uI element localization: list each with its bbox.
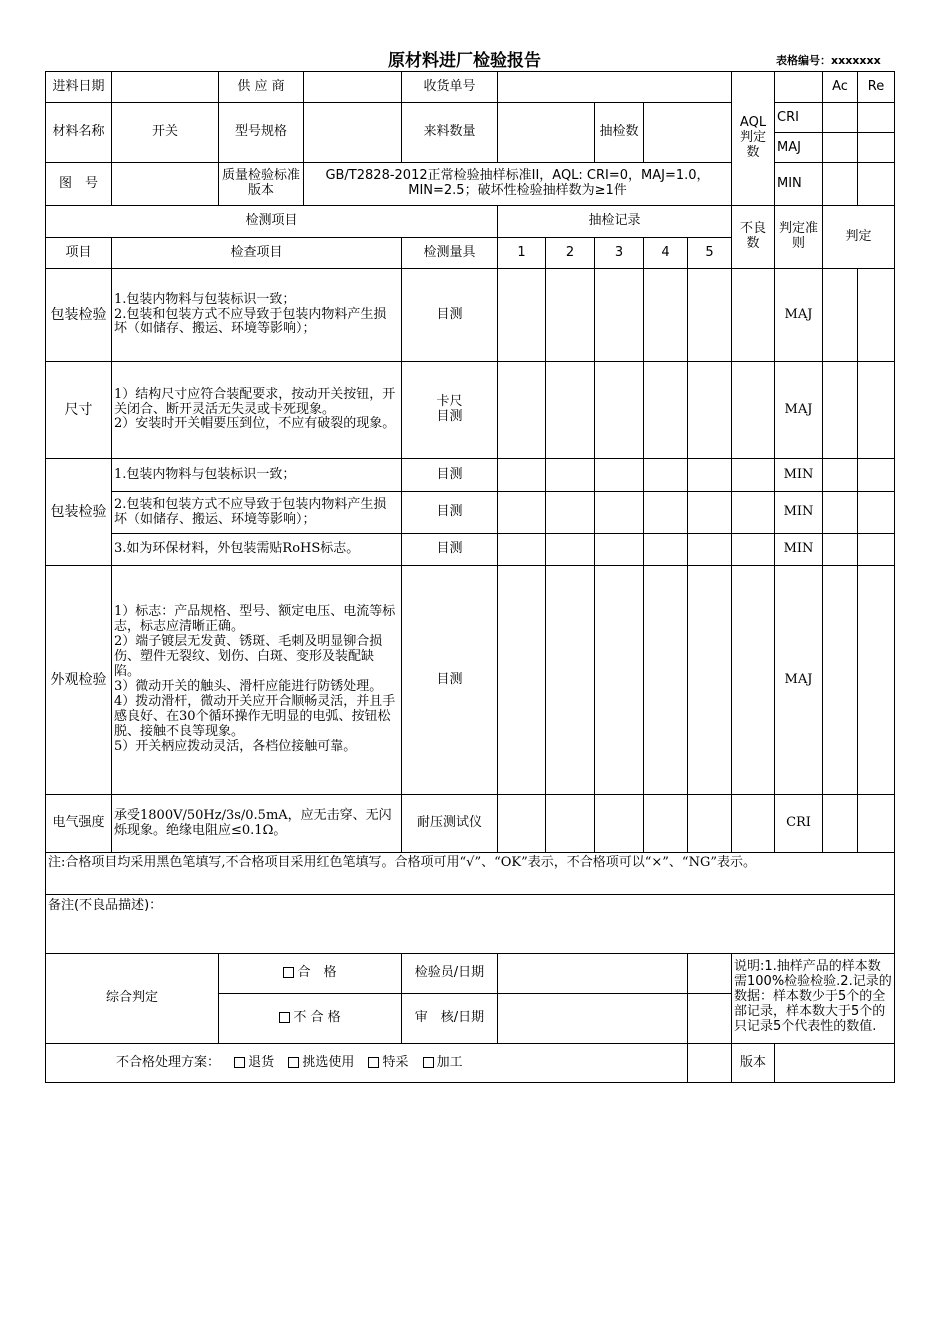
- row-criterion: MIN: [775, 459, 823, 492]
- sample-cell[interactable]: [644, 362, 688, 459]
- reviewer-value[interactable]: [498, 994, 688, 1044]
- row-gauge: 耐压测试仪: [402, 795, 498, 853]
- sample-cell[interactable]: [595, 795, 644, 853]
- defects-cell[interactable]: [732, 269, 775, 362]
- sample-cell[interactable]: [688, 269, 732, 362]
- sample-cell[interactable]: [688, 795, 732, 853]
- sample-3-header: 3: [595, 238, 644, 269]
- sample-cell[interactable]: [688, 534, 732, 566]
- supplier-label: 供 应 商: [219, 72, 304, 103]
- sample-cell[interactable]: [595, 269, 644, 362]
- sample-cell[interactable]: [688, 492, 732, 534]
- sample-5-header: 5: [688, 238, 732, 269]
- sample-cell[interactable]: [644, 795, 688, 853]
- final-label: 综合判定: [46, 954, 219, 1044]
- table-row: [46, 492, 895, 534]
- receipt-value[interactable]: [498, 72, 732, 103]
- disposal-row: [46, 1044, 688, 1083]
- model-label: 型号规格: [219, 103, 304, 163]
- sample-cell[interactable]: [546, 362, 595, 459]
- inspection-items-header: 检测项目: [46, 206, 498, 238]
- disposal-label: 不合格处理方案：: [116, 1054, 221, 1070]
- row-item: 包装检验: [46, 459, 112, 566]
- row-check: 承受1800V/50Hz/3s/0.5mA，应无击穿、无闪烁现象。绝缘电阻应≤0.1Ω。: [112, 795, 402, 853]
- sample-4-header: 4: [644, 238, 688, 269]
- sample-cell[interactable]: [644, 492, 688, 534]
- defects-cell[interactable]: [732, 492, 775, 534]
- incoming-qty-label: 来料数量: [402, 103, 498, 163]
- model-value[interactable]: [304, 103, 402, 163]
- row-gauge: 目测: [402, 492, 498, 534]
- sample-cell[interactable]: [595, 534, 644, 566]
- re-cri-maj[interactable]: [858, 103, 895, 163]
- remarks-field[interactable]: [46, 895, 895, 954]
- fail-option[interactable]: 不 合 格: [219, 994, 402, 1044]
- cri-maj-cell: [775, 103, 823, 163]
- judgement-cell[interactable]: [823, 492, 858, 534]
- sample-cell[interactable]: [498, 534, 546, 566]
- inspection-sheet: [45, 71, 895, 1083]
- version-value[interactable]: [775, 1044, 895, 1083]
- explain-text: 说明:1.抽样产品的样本数需100%检验检验.2.记录的数据：样本数少于5个的全部记录，样本数大于5个的只记录5个代表性的数值.: [732, 954, 895, 1044]
- form-number: 表格编号：xxxxxxx: [776, 54, 881, 67]
- sample-cell[interactable]: [546, 795, 595, 853]
- gauge-header: 检测量具: [402, 238, 498, 269]
- sample-cell[interactable]: [498, 459, 546, 492]
- defects-cell[interactable]: [732, 534, 775, 566]
- option-return[interactable]: 退货: [234, 1056, 274, 1071]
- table-row: [46, 362, 895, 459]
- criterion-header: 判定准则: [775, 206, 823, 269]
- judgement-cell[interactable]: [858, 492, 895, 534]
- row-item: 包装检验: [46, 269, 112, 362]
- date-label: 进料日期: [46, 72, 112, 103]
- defects-cell[interactable]: [732, 459, 775, 492]
- sample-1-header: 1: [498, 238, 546, 269]
- drawing-value[interactable]: [112, 163, 219, 206]
- defects-cell[interactable]: [732, 566, 775, 795]
- defects-cell[interactable]: [732, 795, 775, 853]
- row-criterion: MAJ: [775, 269, 823, 362]
- judgement-cell[interactable]: [858, 362, 895, 459]
- sample-cell[interactable]: [595, 459, 644, 492]
- table-row: [46, 459, 895, 492]
- row-check: 1.包装内物料与包装标识一致； 2.包装和包装方式不应导致于包装内物料产生损坏（如储存、搬运、环境等影响）；: [112, 269, 402, 362]
- row-gauge: 目测: [402, 459, 498, 492]
- sample-cell[interactable]: [498, 795, 546, 853]
- sample-cell[interactable]: [498, 492, 546, 534]
- row-check: 2.包装和包装方式不应导致于包装内物料产生损坏（如储存、搬运、环境等影响）；: [112, 492, 402, 534]
- judgement-header: 判定: [823, 206, 895, 269]
- date-value[interactable]: [112, 72, 219, 103]
- table-row: [46, 566, 895, 795]
- row-criterion: MIN: [775, 492, 823, 534]
- sample-cell[interactable]: [688, 459, 732, 492]
- note-text: 注:合格项目均采用黑色笔填写,不合格项目采用红色笔填写。合格项可用“√”、“OK”表示，不合格项可以“×”、“NG”表示。: [46, 853, 895, 895]
- option-concession[interactable]: 特采: [368, 1056, 408, 1071]
- sample-qty-value[interactable]: [644, 103, 732, 163]
- ac-cri-maj[interactable]: [823, 103, 858, 163]
- checkbox-icon: [234, 1057, 245, 1068]
- row-check: 1）结构尺寸应符合装配要求，按动开关按钮，开关闭合、断开灵活无失灵或卡死现象。 2）安装时开关帽要压到位，不应有破裂的现象。: [112, 362, 402, 459]
- report-title: 原材料进厂检验报告: [388, 51, 541, 71]
- re-min[interactable]: [858, 163, 895, 206]
- row-gauge: 目测: [402, 534, 498, 566]
- item-header: 项目: [46, 238, 112, 269]
- checkbox-icon: [288, 1057, 299, 1068]
- version-label: 版本: [732, 1044, 775, 1083]
- sample-cell[interactable]: [595, 362, 644, 459]
- row-gauge: 卡尺 目测: [402, 362, 498, 459]
- remarks-label: 备注(不良品描述)：: [48, 898, 163, 913]
- sample-cell[interactable]: [644, 269, 688, 362]
- reviewer-label: 审 核/日期: [402, 994, 498, 1044]
- sample-cell[interactable]: [498, 269, 546, 362]
- sample-cell[interactable]: [546, 534, 595, 566]
- sample-cell[interactable]: [644, 459, 688, 492]
- judgement-cell[interactable]: [858, 269, 895, 362]
- blank-cell: [688, 954, 732, 994]
- judgement-cell[interactable]: [858, 534, 895, 566]
- checkbox-icon: [279, 1012, 290, 1023]
- judgement-cell[interactable]: [823, 459, 858, 492]
- supplier-value[interactable]: [304, 72, 402, 103]
- table-row: [46, 795, 895, 853]
- sample-2-header: 2: [546, 238, 595, 269]
- sample-cell[interactable]: [595, 492, 644, 534]
- material-label: 材料名称: [46, 103, 112, 163]
- standard-value: GB/T2828-2012正常检验抽样标准II，AQL: CRI=0，MAJ=1.0，MIN=2.5；破坏性检验抽样数为≥1件: [304, 163, 732, 206]
- sample-cell[interactable]: [688, 566, 732, 795]
- judgement-cell[interactable]: [858, 795, 895, 853]
- row-check: 3.如为环保材料，外包装需贴RoHS标志。: [112, 534, 402, 566]
- incoming-qty-value[interactable]: [498, 103, 595, 163]
- blank-cell: [688, 1044, 732, 1083]
- sample-cell[interactable]: [595, 566, 644, 795]
- row-criterion: MIN: [775, 534, 823, 566]
- sample-cell[interactable]: [546, 269, 595, 362]
- judgement-cell[interactable]: [823, 269, 858, 362]
- sampling-record-header: 抽检记录: [498, 206, 732, 238]
- aql-label: AQL判定数: [732, 72, 775, 206]
- min-label: MIN: [775, 163, 823, 206]
- defects-header: 不良数: [732, 206, 775, 269]
- drawing-label: 图 号: [46, 163, 112, 206]
- receipt-label: 收货单号: [402, 72, 498, 103]
- sample-qty-label: 抽检数: [595, 103, 644, 163]
- material-value[interactable]: 开关: [112, 103, 219, 163]
- row-item: 外观检验: [46, 566, 112, 795]
- check-item-header: 检查项目: [112, 238, 402, 269]
- sample-cell[interactable]: [644, 566, 688, 795]
- row-item: 尺寸: [46, 362, 112, 459]
- judgement-cell[interactable]: [823, 534, 858, 566]
- inspector-label: 检验员/日期: [402, 954, 498, 994]
- checkbox-icon: [423, 1057, 434, 1068]
- ac-header: Ac: [823, 72, 858, 103]
- re-header: Re: [858, 72, 895, 103]
- row-item: 电气强度: [46, 795, 112, 853]
- checkbox-icon: [283, 967, 294, 978]
- defects-cell[interactable]: [732, 362, 775, 459]
- sample-cell[interactable]: [498, 362, 546, 459]
- table-row: [46, 534, 895, 566]
- judgement-cell[interactable]: [823, 566, 858, 795]
- sample-cell[interactable]: [546, 492, 595, 534]
- standard-label: 质量检验标准版本: [219, 163, 304, 206]
- row-criterion: MAJ: [775, 566, 823, 795]
- cri-label: CRI: [775, 103, 822, 133]
- judgement-cell[interactable]: [858, 566, 895, 795]
- option-rework[interactable]: 加工: [423, 1056, 463, 1071]
- checkbox-icon: [368, 1057, 379, 1068]
- judgement-cell[interactable]: [823, 795, 858, 853]
- row-criterion: MAJ: [775, 362, 823, 459]
- row-check: 1）标志：产品规格、型号、额定电压、电流等标志，标志应清晰正确。 2）端子镀层无发黄、锈斑、毛刺及明显铆合损伤、塑件无裂纹、划伤、白斑、变形及装配缺陷。 3）微动开关的触头、滑杆应能进行防锈处理。 4）拨动滑杆，微动开关应开合顺畅灵活，并且手感良好、在30个循环操作无明显的电弧、按钮松脱、接触不良等现象。 5）开关柄应拨动灵活，各档位接触可靠。: [112, 566, 402, 795]
- sample-cell[interactable]: [546, 459, 595, 492]
- aql-blank: [775, 72, 823, 103]
- sample-cell[interactable]: [688, 362, 732, 459]
- sample-cell[interactable]: [498, 566, 546, 795]
- table-row: [46, 269, 895, 362]
- row-gauge: 目测: [402, 566, 498, 795]
- judgement-cell[interactable]: [858, 459, 895, 492]
- option-select[interactable]: 挑选使用: [288, 1056, 354, 1071]
- maj-label: MAJ: [777, 140, 801, 155]
- judgement-cell[interactable]: [823, 362, 858, 459]
- inspector-value[interactable]: [498, 954, 688, 994]
- blank-cell: [688, 994, 732, 1044]
- ac-min[interactable]: [823, 163, 858, 206]
- row-check: 1.包装内物料与包装标识一致；: [112, 459, 402, 492]
- sample-cell[interactable]: [546, 566, 595, 795]
- row-criterion: CRI: [775, 795, 823, 853]
- row-gauge: 目测: [402, 269, 498, 362]
- sample-cell[interactable]: [644, 534, 688, 566]
- pass-option[interactable]: 合 格: [219, 954, 402, 994]
